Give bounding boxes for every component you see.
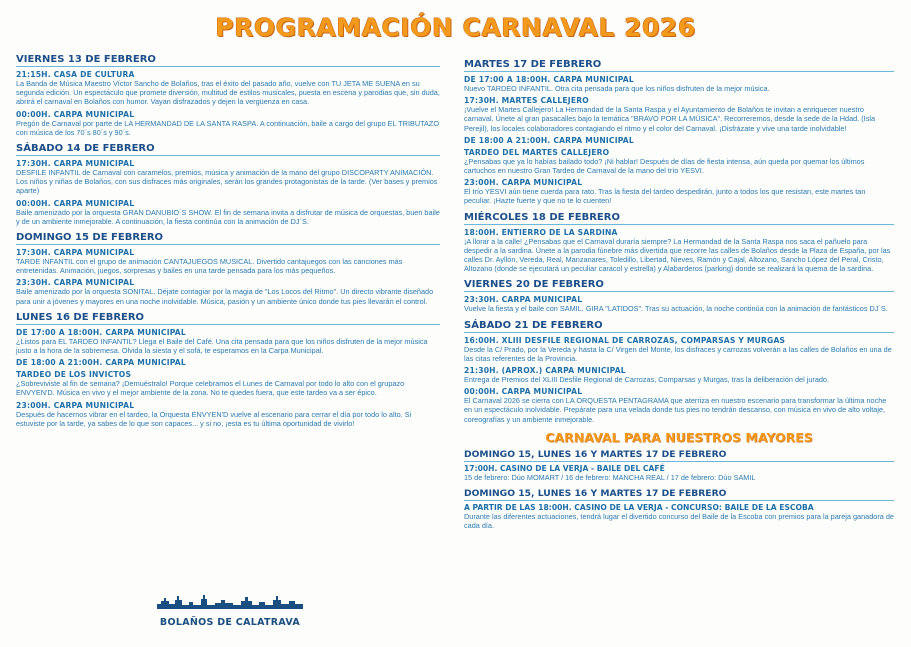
event-description: El trío YESVI aún tiene cuerda para rato. Tras la fiesta del tardeo despedirán, junto a todos los que resistan, este martes tan peculiar. ¡Hazte fuerte y que no te lo cuenten!: [464, 187, 866, 206]
event-heading: 23:00H. CARPA MUNICIPAL: [464, 178, 583, 188]
event-heading: DE 17:00 A 18:00H. CARPA MUNICIPAL: [16, 327, 186, 337]
mayores-title: CARNAVAL PARA NUESTROS MAYORES: [545, 429, 813, 445]
event-heading: 23:30H. CARPA MUNICIPAL: [464, 295, 583, 305]
mayores-day: DOMINGO 15, LUNES 16 Y MARTES 17 DE FEBRERO: [464, 449, 894, 462]
event-heading: TARDEO DE LOS INVICTOS: [16, 370, 132, 380]
event-description: Nuevo TARDEO INFANTIL. Otra cita pensada para que los niños disfruten de la mejor música.: [464, 84, 770, 93]
event-description: El Carnaval 2026 se cierra con LA ORQUESTA PENTAGRAMA que aterriza en nuestro escenario para transformar la última noche en un espectáculo inolvidable. Prepárate para una velada donde tus pies no tendrán descanso, con música en vivo de alto voltaje, coreografías y un ambiente inmejorable.: [464, 396, 887, 424]
day-block: [16, 143, 440, 226]
day-heading: DOMINGO 15 DE FEBRERO: [16, 232, 440, 245]
mayores-event-description: Durante las diferentes actuaciones, tendrá lugar el divertido concurso del Baile de la Escoba con premios para la pareja ganadora de cada día.: [464, 512, 894, 531]
town-logo: [155, 592, 305, 632]
day-heading: VIERNES 20 DE FEBRERO: [464, 279, 894, 292]
mayores-event-heading: A PARTIR DE LAS 18:00H. CASINO DE LA VERJA - CONCURSO: BAILE DE LA ESCOBA: [464, 503, 814, 513]
day-block: [464, 279, 894, 313]
day-block: [464, 320, 894, 424]
event-description: Baile amenizado por la orquesta SONITAL. Déjate contagiar por la magia de "Los Locos del Ritmo". Un directo vibrante diseñado para unir a jóvenes y mayores en una noche inolvidable. Música, pasión y un ambiente único donde tus pies llevarán el control.: [16, 287, 434, 306]
logo-text: BOLAÑOS DE CALATRAVA: [159, 617, 301, 628]
day-heading: MIÉRCOLES 18 DE FEBRERO: [464, 212, 894, 225]
event-description: ¿Pensabas que ya lo habías bailado todo? ¡Ni hablar! Después de días de fiesta intensa, aún queda por quemar los últimos cartuchos en nuestro Gran Tardeo de Carnaval de la mano del trío YESVI.: [464, 156, 865, 176]
right-column: [464, 59, 894, 536]
event-description: ¿Sobreviviste al fin de semana? ¡Demuéstralo! Porque celebramos el Lunes de Carnaval por todo lo alto con el grupazo ENVYEN'D. Música en vivo y el mejor ambiente de la zona. No te quedes fuera, que este tardeo va a ser épico.: [16, 379, 405, 398]
event-heading: 16:00H. XLIII DESFILE REGIONAL DE CARROZAS, COMPARSAS Y MURGAS: [464, 335, 786, 345]
day-heading: SÁBADO 21 DE FEBRERO: [464, 320, 894, 333]
event-description: Entrega de Premios del XLIII Desfile Regional de Carrozas, Comparsas y Murgas, tras la deliberación del jurado.: [464, 375, 830, 385]
event-description: ¡Vuelve el Martes Callejero! La Hermandad de la Santa Raspa y el Ayuntamiento de Bolaños te invitan a enriquecer nuestro carnaval. Únete al gran pasacalles bajo la temática "BRAVO POR LA MÚSICA". Recorreremos, desde la sede de la Hdad. (Isla Perejil), los locales colaboradores contagiando el ritmo y el color del Carnaval. ¡Disfrázate y vive una tarde inolvidable!: [464, 105, 876, 133]
day-block: [464, 212, 894, 274]
event-heading: 23:30H. CARPA MUNICIPAL: [16, 278, 135, 288]
event-description: Pregón de Carnaval por parte de LA HERMANDAD DE LA SANTA RASPA. A continuación, baile a cargo del grupo EL TRIBUTAZO con música de los 70´s 80´s y 90´s.: [16, 118, 440, 137]
day-block: [16, 232, 440, 306]
event-heading: 17:30H. MARTES CALLEJERO: [464, 96, 589, 106]
day-heading: SÁBADO 14 DE FEBRERO: [16, 143, 440, 156]
event-heading: DE 17:00 A 18:00H. CARPA MUNICIPAL: [464, 75, 634, 84]
event-description: Vuelve la fiesta y el baile con SAMIL. GIRA "LATIDOS". Tras su actuación, la noche continúa con la animación de fantásticos DJ´S.: [464, 304, 888, 314]
left-column: [16, 54, 440, 434]
right-days: [464, 59, 894, 424]
event-description: Baile amenizado por la orquesta GRAN DANUBIO´S SHOW. El fin de semana invita a disfrutar de música de orquestas, buen baile y de un ambiente inmejorable. A continuación, la fiesta continúa con la animación de DJ´S.: [16, 207, 440, 226]
event-description: La Banda de Música Maestro Víctor Sancho de Bolaños, tras el éxito del pasado año, vuelve con TU JETA ME SUENA en su segunda edición. Un espectáculo que promete diversión, multitud de estilos musicales, puesta en escena y parodias que, sin duda, abrirá el carnaval en Bolaños con humor. Vayan disfrazados y dejen la vergüenza en casa.: [16, 79, 440, 107]
event-description: ¡A llorar a la calle! ¿Pensabas que el Carnaval duraría siempre? La Hermandad de la Santa Raspa nos saca el pañuelo para despedir a la sardina. Únete a la parodia fúnebre más divertida que recorre las calles de Bolaños desde la Plaza de España, por las calles Dr. Ayllón, Vereda, Real, Manzanares, Toledillo, Libertad, Nieves, Ramón y Cajal, Altozano, Sancho López del Peral, Cristo, Altozano (donde se ejecutará un peculiar caracol y estrella) y Alabarderos (parking) donde se realizará la quema de la sardina.: [464, 236, 891, 274]
event-heading: TARDEO DEL MARTES CALLEJERO: [464, 147, 610, 157]
day-block: [464, 59, 894, 206]
event-description: TARDE INFANTIL con el grupo de animación CANTAJUEGOS MUSICAL. Divertido cantajuegos con las canciones más entretenidas. Animación, juegos, sorpresas y bailes en una tarde pensada para los más pequeños.: [16, 257, 403, 276]
event-heading: DE 18:00 A 21:00H. CARPA MUNICIPAL: [16, 358, 186, 368]
event-heading: 00:00H. CARPA MUNICIPAL: [464, 387, 583, 397]
page-title: PROGRAMACIÓN CARNAVAL 2026: [215, 13, 696, 42]
event-heading: 00:00H. CARPA MUNICIPAL: [16, 109, 135, 119]
event-heading: DE 18:00 A 21:00H. CARPA MUNICIPAL: [464, 135, 634, 145]
event-description: DESFILE INFANTIL de Carnaval con caramelos, premios, música y animación de la mano del grupo DISCOPARTY ANIMACIÓN. Los niños y niñas de Bolaños, con sus disfraces más originales, serán los grandes protagonistas de la tarde. (Ver bases y premios aparte): [16, 168, 438, 196]
event-heading: 18:00H. ENTIERRO DE LA SARDINA: [464, 227, 618, 237]
mayores-event-heading: 17:00H. CASINO DE LA VERJA - BAILE DEL CAFÉ: [464, 463, 665, 473]
day-heading: VIERNES 13 DE FEBRERO: [16, 54, 440, 67]
event-heading: 21:30H. (APROX.) CARPA MUNICIPAL: [464, 366, 626, 376]
day-heading: LUNES 16 DE FEBRERO: [16, 312, 440, 325]
event-heading: 00:00H. CARPA MUNICIPAL: [16, 198, 135, 208]
day-block: [16, 312, 440, 428]
event-heading: 17:30H. CARPA MUNICIPAL: [16, 159, 135, 169]
day-heading: MARTES 17 DE FEBRERO: [464, 59, 894, 72]
mayores-blocks: [464, 449, 894, 531]
event-heading: 17:30H. CARPA MUNICIPAL: [16, 248, 135, 258]
event-description: Después de hacernos vibrar en el tardeo, la Orquesta ENVYEN'D vuelve al escenario para cerrar el día por todo lo alto. Si estuviste por la tarde, ya sabes de lo que son capaces... y si no, ¡esta es tu última oportunidad de vivirlo!: [16, 409, 412, 428]
event-heading: 23:00H. CARPA MUNICIPAL: [16, 400, 135, 410]
event-description: ¿Listos para EL TARDEO INFANTIL? Llega el Baile del Café. Una cita pensada para que los niños disfruten de la mejor música justo a la hora de la sobremesa. Olvida la siesta y el sofá, te esperamos en la Carpa Municipal.: [16, 336, 428, 356]
day-block: [16, 54, 440, 137]
mayores-day: DOMINGO 15, LUNES 16 Y MARTES 17 DE FEBRERO: [464, 488, 894, 501]
skyline-icon: [155, 592, 305, 610]
event-heading: 21:15H. CASA DE CULTURA: [16, 70, 135, 79]
event-description: Desde la C/ Prado, por la Vereda y hasta la C/ Virgen del Monte, los disfraces y carrozas volverán a las calles de Bolaños en una de las citas referentes de la Provincia.: [464, 344, 892, 363]
mayores-event-description: 15 de febrero: Dúo MOMART / 16 de febrero: MANCHA REAL / 17 de febrero: Dúo SAMIL: [464, 472, 756, 482]
